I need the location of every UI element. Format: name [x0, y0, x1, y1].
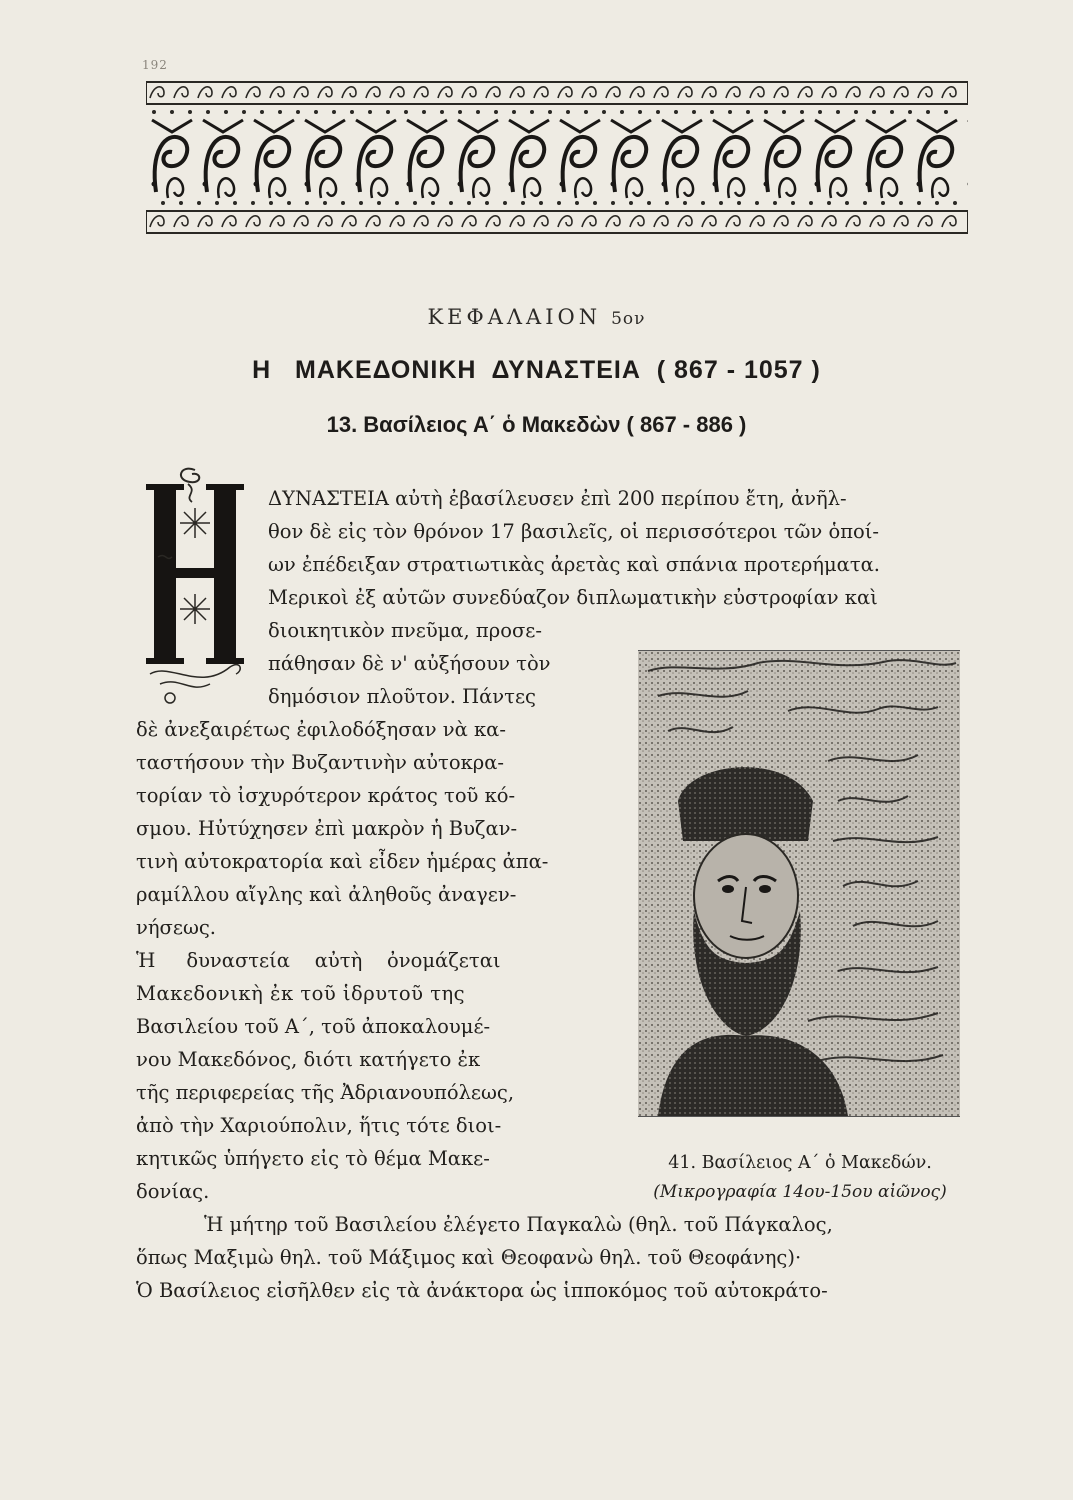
body-line: δημόσιον πλοῦτον. Πάντες — [268, 685, 536, 708]
body-line: τῆς περιφερείας τῆς Ἀδριανουπόλεως, — [136, 1081, 515, 1104]
body-line: ταστήσουν τὴν Βυζαντινὴν αὐτοκρα- — [136, 751, 504, 774]
body-line: ὅπως Μαξιμὼ θηλ. τοῦ Μάξιμος καὶ Θεοφανὼ θηλ. τοῦ Θεοφάνης)· — [136, 1246, 802, 1269]
body-line: Ὁ Βασίλειος εἰσῆλθεν εἰς τὰ ἀνάκτορα ὡς ἱπποκόμος τοῦ αὐτοκράτο- — [136, 1279, 828, 1302]
body-line: διοικητικὸν πνεῦμα, προσε- — [268, 619, 542, 642]
chapter-heading — [0, 305, 1073, 329]
body-line: δονίας. — [136, 1180, 210, 1203]
body-line: τορίαν τὸ ἰσχυρότερον κράτος τοῦ κό- — [136, 784, 516, 807]
body-line: νου Μακεδόνος, διότι κατήγετο ἐκ — [136, 1048, 481, 1071]
decorative-header-band — [146, 80, 968, 235]
figure-caption-note: (Μικρογραφία 14ου-15ου αἰῶνος) — [653, 1182, 947, 1202]
body-line: Μακεδονικὴ ἐκ τοῦ ἱδρυτοῦ της — [136, 982, 466, 1005]
body-line: ἀπὸ τὴν Χαριούπολιν, ἥτις τότε διοι- — [136, 1114, 502, 1137]
body-line: ραμίλλου αἴγλης καὶ ἀληθοῦς ἀναγεν- — [136, 883, 517, 906]
section-title: 13. Βασίλειος Α΄ ὁ Μακεδὼν ( 867 - 886 ) — [326, 412, 747, 437]
body-line: Μερικοὶ ἐξ αὐτῶν συνεδύαζον διπλωματικὴν εὐστροφίαν καὶ — [268, 586, 878, 609]
body-line: ΔΥΝΑΣΤΕΙΑ αὐτὴ ἐβασίλευσεν ἐπὶ 200 περίπου ἔτη, ἀνῆλ- — [268, 487, 847, 510]
chapter-label: ΚΕΦΑΛΑΙΟΝ — [427, 305, 602, 329]
body-line: δὲ ἀνεξαιρέτως ἐφιλοδόξησαν νὰ κα- — [136, 718, 506, 741]
body-line: Ἡ μήτηρ τοῦ Βασιλείου ἐλέγετο Παγκαλὼ (θηλ. τοῦ Πάγκαλος, — [204, 1213, 833, 1236]
body-line: νήσεως. — [136, 916, 216, 939]
body-line: πάθησαν δὲ ν' αὐξήσουν τὸν — [268, 652, 551, 675]
body-line: σμου. Ηὐτύχησεν ἐπὶ μακρὸν ἡ Βυζαν- — [136, 817, 518, 840]
chapter-number: 5ον — [611, 309, 646, 329]
body-line: ων ἐπέδειξαν στρατιωτικὰς ἀρετὰς καὶ σπάνια προτερήματα. — [268, 553, 880, 576]
body-line: θον δὲ εἰς τὸν θρόνον 17 βασιλεῖς, οἱ περισσότεροι τῶν ὁποί- — [268, 520, 879, 543]
body-line: Βασιλείου τοῦ Α΄, τοῦ ἀποκαλουμέ- — [136, 1015, 491, 1038]
page-number-mark: 192 — [142, 58, 168, 72]
figure-caption: 41. Βασίλειος Α΄ ὁ Μακεδών. — [668, 1153, 932, 1173]
page-title: Η ΜΑΚΕΔΟΝΙΚΗ ΔΥΝΑΣΤΕΙΑ ( 867 - 1057 ) — [252, 356, 821, 384]
drop-cap-letter-eta — [140, 462, 260, 712]
body-line: τινὴ αὐτοκρατορία καὶ εἶδεν ἡμέρας ἀπα- — [136, 850, 549, 873]
body-line: κητικῶς ὑπήγετο εἰς τὸ θέμα Μακε- — [136, 1147, 490, 1170]
portrait-miniature-image — [638, 650, 960, 1117]
body-line: Ἡ δυναστεία αὐτὴ ὀνομάζεται — [136, 949, 501, 972]
